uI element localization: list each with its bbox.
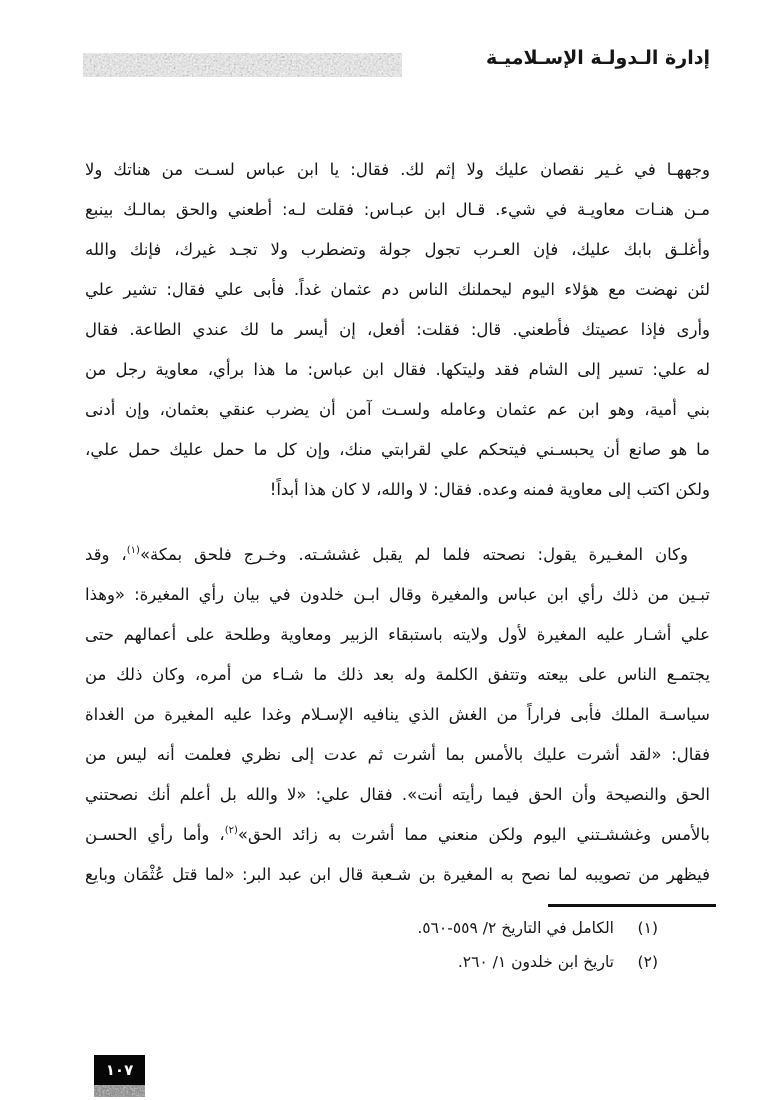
text-line: وأغلـق بابك عليك، فإن العـرب تجول جولة وتضطرب ولا تجـد غيرك، فإنك والله	[85, 240, 710, 259]
body-text	[85, 150, 710, 895]
footnote-number: (١)	[637, 919, 658, 937]
text-segment: وكان المغـيرة يقول: نصحته فلما لم يقبل غششـته. وخـرج فلحق بمكة»	[139, 545, 688, 564]
text-line: سياسـة الملك فأبى فراراً من الغش الذي ينافيه الإسـلام وغدا عليه المغيرة من الغداة	[85, 705, 710, 724]
footnote-ref-2: (٢)	[224, 825, 238, 836]
text-line: الحق والنصيحة وأن الحق فيما رأيته أنت». فقال علي: «لا والله بل أعلم أنك نصحتني	[85, 785, 710, 804]
text-line: بني أمية، وهو ابن عم عثمان وعامله ولسـت آمن أن يضرب عنقي بعثمان، وإن أدنى	[85, 400, 710, 419]
page-number-scan-noise	[94, 1085, 145, 1097]
text-line: علي أشـار عليه المغيرة لأول ولايته باستبقاء الزبير ومعاوية وطلحة على أعمالهم حتى	[85, 625, 710, 644]
text-segment: بالأمس وغششـتني اليوم ولكن منعني مما أشرت به زائد الحق»	[237, 825, 710, 844]
text-segment: ، وأما رأي الحسـن	[85, 825, 225, 844]
paragraph-1	[85, 150, 710, 510]
book-title: إدارة الـدولـة الإسـلاميـة	[485, 47, 710, 69]
text-line: يجتمـع الناس على بيعته وتتفق الكلمة وله بعد ذلك ما شـاء من أمره، وكان ذلك من	[85, 665, 710, 684]
text-line: فقال: «لقد أشرت عليك بالأمس بما أشرت ثم عدت إلى نظري فعلمت أنه ليس من	[85, 745, 710, 764]
footnote-number: (٢)	[637, 953, 658, 971]
header-scan-texture-band	[83, 53, 402, 77]
text-line: تبـين من ذلك رأي ابن عباس والمغيرة وقال ابـن خلدون في بيان رأي المغيرة: «وهذا	[85, 585, 710, 604]
footnote-divider	[548, 904, 716, 907]
footnote-item	[85, 945, 710, 979]
text-line: وأرى فإذا عصيتك فأطعني. قال: فقلت: أفعل، إن أيسر ما لك عندي الطاعة. فقال	[85, 320, 710, 339]
text-line: له علي: تسير إلى الشام فقد وليتكها. فقال ابن عباس: ما هذا برأي، معاوية رجل من	[85, 360, 710, 379]
paragraph-2	[85, 535, 710, 895]
footnote-item	[85, 911, 710, 945]
text-line: مـن هنـات معاويـة في شيء. قـال ابن عبـاس: فقلت لـه: أطعني والحق بمالـك بينبع	[85, 200, 710, 219]
text-line: لئن نهضت مع هؤلاء اليوم ليحملنك الناس دم عثمان غداً. فأبى علي فقال: تشير علي	[85, 280, 710, 299]
text-line: ولكن اكتب إلى معاوية فمنه وعده. فقال: لا والله، لا كان هذا أبداً!	[269, 480, 710, 499]
footnotes	[85, 911, 710, 979]
footnote-text: الكامل في التاريخ ٢/ ٥٥٩-٥٦٠.	[417, 919, 614, 937]
noise-texture	[83, 53, 402, 77]
text-line: ما هو صانع أن يحبسـني فيتحكم علي لقرابتي منك، وإن كل ما حمل عليك حمل علي،	[85, 440, 710, 459]
text-line: فيظهر من تصويبه لما نصح به المغيرة بن شـعبة قال ابن عبد البر: «لما قتل عُثْمَان وبايع	[85, 865, 710, 884]
noise-texture	[94, 1085, 145, 1097]
text-line	[85, 535, 710, 575]
page-number-box	[94, 1055, 145, 1085]
footnote-ref-1: (١)	[126, 545, 140, 556]
text-line	[85, 815, 710, 855]
text-segment: ، وقد	[85, 545, 127, 564]
footnote-text: تاريخ ابن خلدون ١/ ٢٦٠.	[457, 953, 614, 971]
text-line: وجههـا في غـير نقصان عليك ولا إثم لك. فقال: يا ابن عباس لسـت من هناتك ولا	[85, 160, 710, 179]
page-number: ١٠٧	[105, 1061, 134, 1079]
